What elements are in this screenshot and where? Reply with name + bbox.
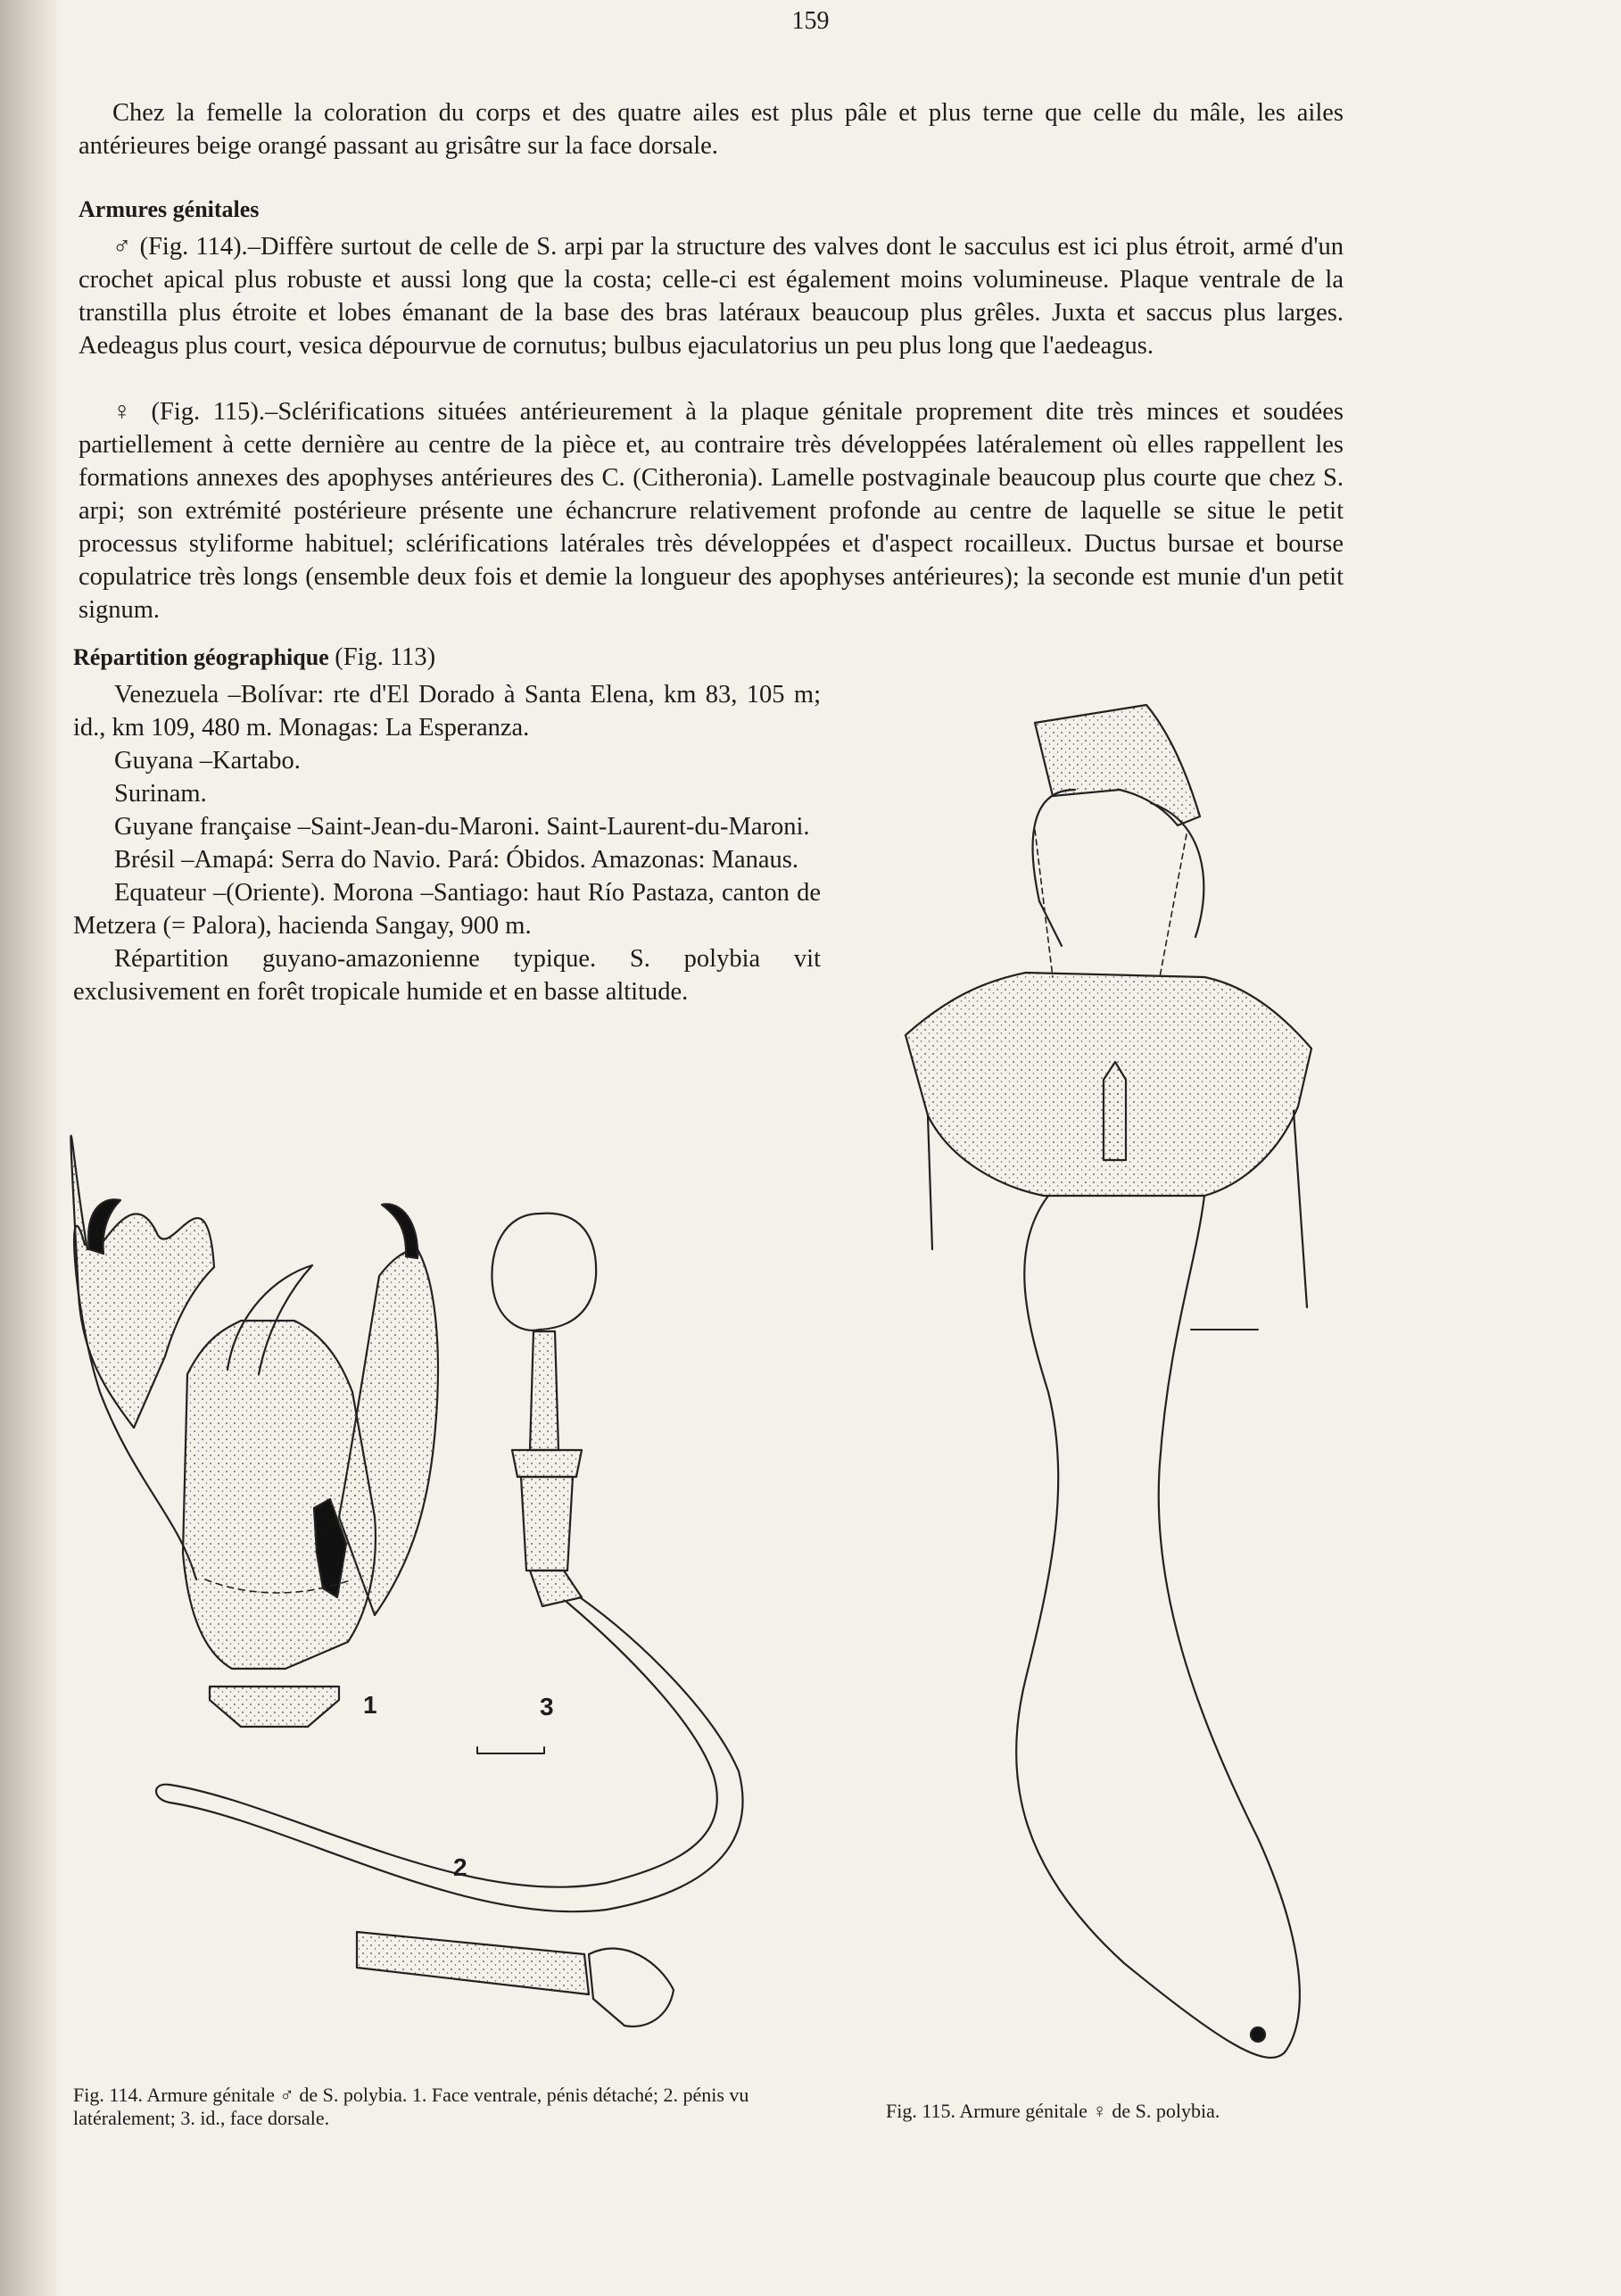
fig114-sheath-tip: [530, 1571, 582, 1606]
locality-guyane-francaise: Guyane française –Saint-Jean-du-Maroni. Saint-Laurent-du-Maroni.: [114, 813, 810, 841]
fig114-label-3: 3: [540, 1693, 554, 1720]
genitalia-heading: Armures génitales: [79, 196, 260, 222]
fig114-caption: Fig. 114. Armure génitale ♂ de S. polybia. 1. Face ventrale, pénis détaché; 2. pénis vu latéralement; 3. id., face dorsale.: [73, 2084, 749, 2129]
locality-bresil: Brésil –Amapá: Serra do Navio. Pará: Óbidos. Amazonas: Manaus.: [114, 846, 798, 874]
fig114-ductus: [530, 1331, 558, 1450]
fig114-right-hook: [382, 1204, 418, 1258]
fig115-right-apophysis: [1294, 1111, 1307, 1307]
fig115-caption: Fig. 115. Armure génitale ♀ de S. polybia.: [886, 2100, 1220, 2122]
fig114-bulbus: [492, 1214, 596, 1330]
fig115-apophyses: [1035, 830, 1187, 977]
female-genitalia-text: –Sclérifications situées antérieurement à la plaque génitale proprement dite très minces et soudées partiellement à cette dernière au centre de la pièce et, au contraire très développées latéralement où elles rappellent les formations annexes des apophyses antérieures des C. (Citheronia). Lamelle postvaginale beaucoup plus courte que chez S. arpi; son extrémité postérieure présente une échancrure relativement profonde au centre de laquelle se situe le petit processus styliforme habituel; sclérifications latérales très développées et d'aspect rocailleux. Ductus bursae et bourse copulatrice très longs (ensemble deux fois et demie la longueur des apophyses antérieures); la seconde est munie d'un petit signum.: [79, 398, 1344, 624]
distribution-heading-ref: (Fig. 113): [335, 643, 436, 671]
fig114-dorsal-view-drawing: [492, 1214, 596, 1606]
female-figure-ref: ♀ (Fig. 115).: [112, 398, 266, 426]
distribution-summary: Répartition guyano-amazonienne typique. S. polybia vit exclusivement en forêt tropicale humide et en basse altitude.: [73, 945, 821, 1006]
intro-paragraph: Chez la femelle la coloration du corps et des quatre ailes est plus pâle et plus terne que celle du mâle, les ailes antérieures beige orangé passant au grisâtre sur la face dorsale.: [79, 99, 1344, 160]
fig114-aedeagus-shaft: [357, 1932, 589, 1994]
fig114-sheath: [521, 1477, 573, 1571]
fig114-central-body: [183, 1321, 376, 1669]
fig114-ventral-view-drawing: [70, 1136, 438, 1727]
fig115-bursa: [1016, 1196, 1300, 2058]
locality-guyana: Guyana –Kartabo.: [114, 747, 301, 775]
fig115-left-apophysis: [928, 1115, 932, 1249]
male-genitalia-text: –Diffère surtout de celle de S. arpi par la structure des valves dont le sacculus est ici plus étroit, armé d'un crochet apical plus robuste et aussi long que la costa; celle-ci est également moins volumineuse. Plaque ventrale de la transtilla plus étroite et lobes émanant de la base des bras latéraux beaucoup plus grêles. Juxta et saccus plus larges. Aedeagus plus court, vesica dépourvue de cornutus; bulbus ejaculatorius un peu plus long que l'aedeagus.: [79, 233, 1344, 360]
distribution-heading-title: Répartition géographique: [73, 644, 329, 670]
fig115-signum: [1251, 2027, 1265, 2042]
fig115-postvaginal-lamella: [1035, 705, 1200, 825]
fig114-label-1: 1: [363, 1691, 377, 1719]
locality-equateur: Equateur –(Oriente). Morona –Santiago: haut Río Pastaza, canton de Metzera (= Palora), hacienda Sangay, 900 m.: [73, 879, 821, 940]
locality-surinam: Surinam.: [114, 780, 207, 808]
page-number: 159: [791, 7, 830, 35]
fig115-drawing: [906, 705, 1311, 2058]
fig114-vesica: [589, 1949, 674, 2027]
fig114-label-2: 2: [453, 1853, 467, 1881]
fig115-styliform-process: [1104, 1062, 1126, 1160]
fig114-scale-bar: [477, 1747, 544, 1753]
fig114-saccus: [210, 1687, 339, 1727]
fig114-sheath-top: [512, 1450, 582, 1477]
locality-venezuela: Venezuela –Bolívar: rte d'El Dorado à Santa Elena, km 83, 105 m; id., km 109, 480 m. Monagas: La Esperanza.: [73, 681, 821, 742]
male-figure-ref: ♂ (Fig. 114).: [112, 233, 248, 261]
